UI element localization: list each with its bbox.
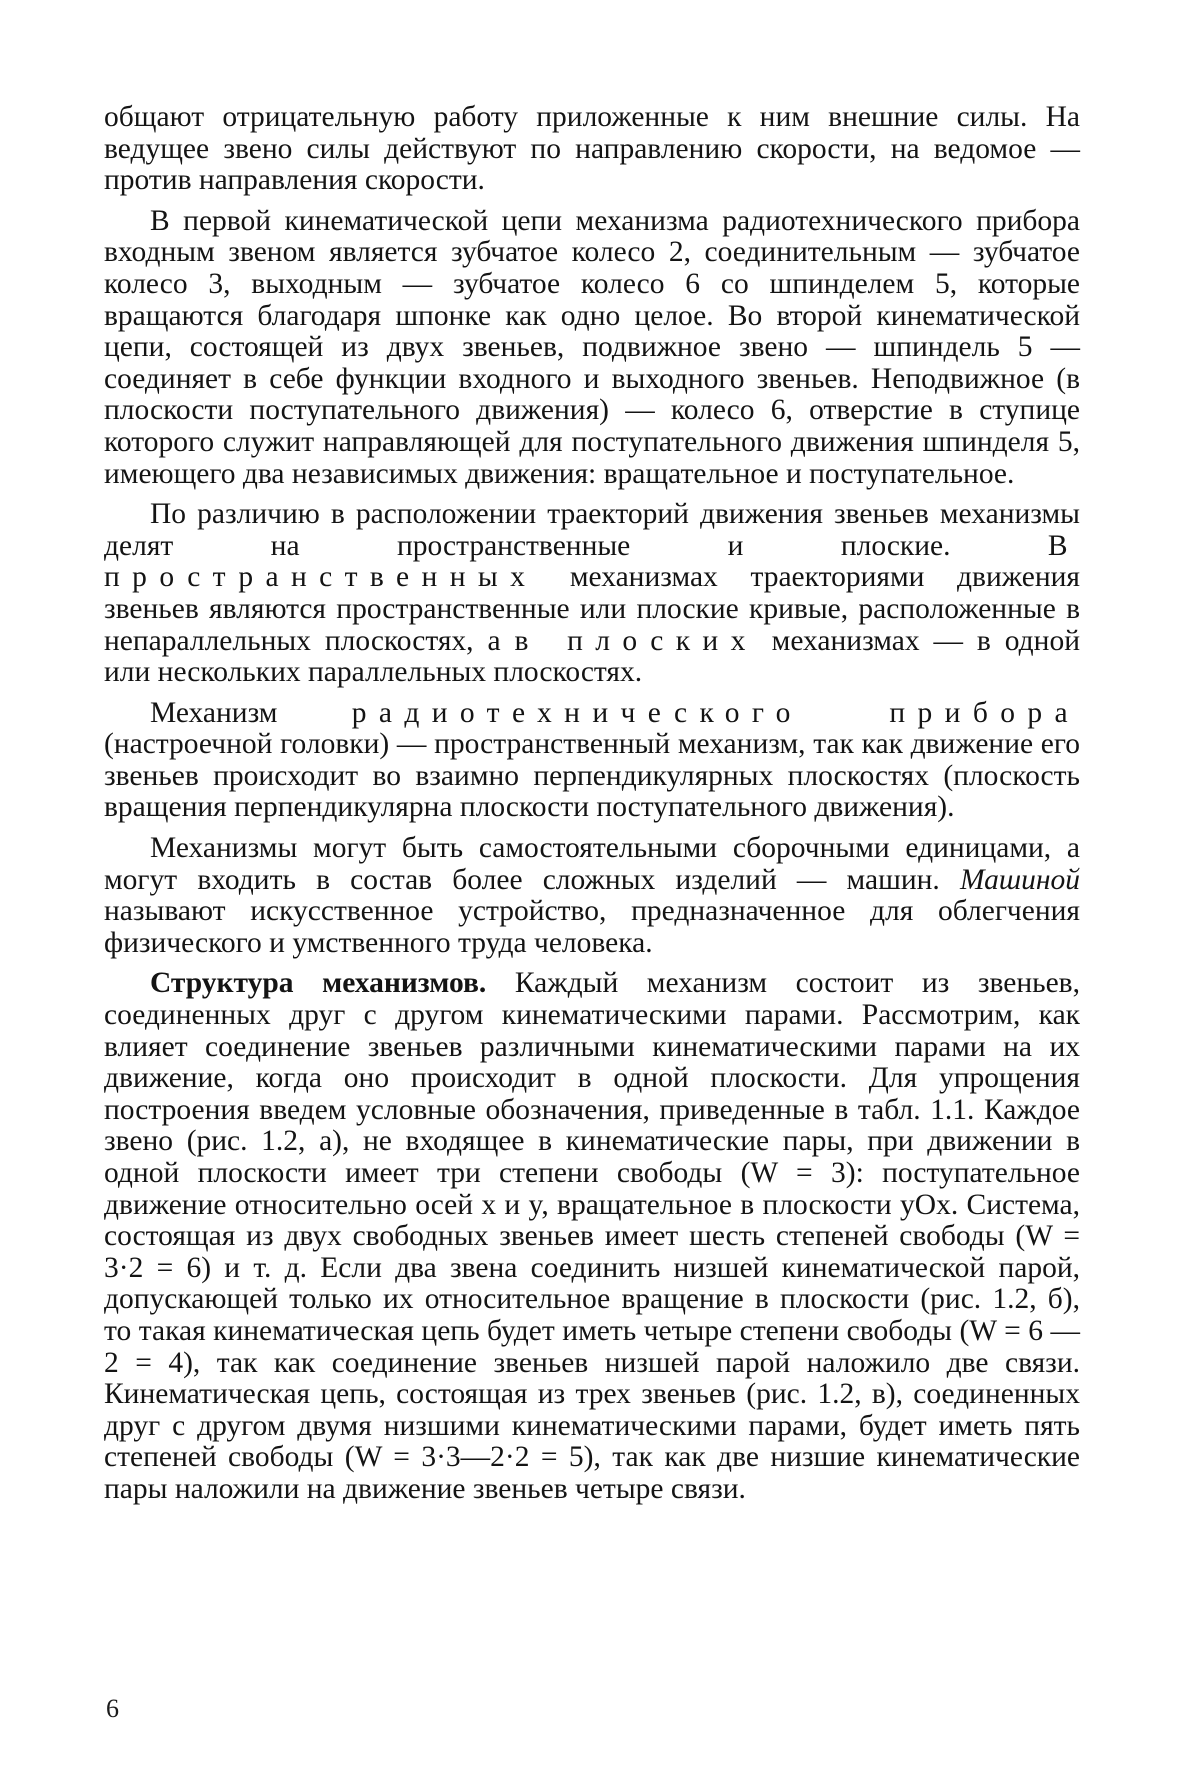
paragraph-4-text-a: Механизм [150, 697, 352, 729]
paragraph-1: общают отрицательную работу приложенные к ним внешние силы. На ведущее звено силы действуют по направлению скорости, на ведомое — против направления скорости. [104, 102, 1080, 197]
italic-term-machine: Машиной [960, 864, 1080, 896]
spaced-term-planar: в плоских [514, 625, 757, 657]
page-number: 6 [106, 1694, 119, 1724]
paragraph-2: В первой кинематической цепи механизма радиотехнического прибора входным звеном является зубчатое колесо 2, соединительным — зубчатое колесо 3, выходным — зубчатое колесо 6 со шпинделем 5, которые вращаются благодаря шпонке как одно целое. Во второй кинематической цепи, состоящей из двух звеньев, подвижное звено — шпиндель 5 — соединяет в себе функции входного и выходного звеньев. Неподвижное (в плоскости поступательного движения) — колесо 6, отверстие в ступице которого служит направляющей для поступательного движения шпинделя 5, имеющего два независимых движения: вращательное и поступательное. [104, 206, 1080, 490]
paragraph-5 [104, 833, 1080, 959]
paragraph-3-text-c: механизмах — в одной или нескольких параллельных плоскостях. [104, 625, 1080, 689]
section-heading-structure: Структура механизмов. [150, 967, 486, 999]
paragraph-5-text-b: называют искусственное устройство, предназначенное для облегчения физического и умственного труда человека. [104, 895, 1080, 959]
paragraph-4 [104, 698, 1080, 824]
paragraph-3-text-b: механизмах траекториями движения звеньев являются пространственные или плоские кривые, расположенные в непараллельных плоскостях, а [104, 561, 1080, 656]
paragraph-5-text-a: Механизмы могут быть самостоятельными сборочными единицами, а могут входить в состав более сложных изделий — машин. [104, 832, 1080, 896]
paragraph-4-text-b: (настроечной головки) — пространственный механизм, так как движение его звеньев происходит во взаимно перпендикулярных плоскостях (плоскость вращения перпендикулярна плоскости поступательного движения). [104, 728, 1080, 823]
spaced-term-radio-device: радиотехнического прибора [352, 697, 1080, 729]
paragraph-3 [104, 499, 1080, 689]
paragraph-3-text-a: По различию в расположении траекторий движения звеньев механизмы делят на пространственные и плоские. [104, 498, 1080, 562]
paragraph-6-text: Каждый механизм состоит из звеньев, соединенных друг с другом кинематическими парами. Рассмотрим, как влияет соединение звеньев различными кинематическими парами на их движение, когда оно происходит в одной плоскости. Для упрощения построения введем условные обозначения, приведенные в табл. 1.1. Каждое звено (рис. 1.2, а), не входящее в кинематические пары, при движении в одной плоскости имеет три степени свободы (W = 3): поступательное движение относительно осей x и y, вращательное в плоскости yOx. Система, состоящая из двух свободных звеньев имеет шесть степеней свободы (W = 3·2 = 6) и т. д. Если два звена соединить низшей кинематической парой, допускающей только их относительное вращение в плоскости (рис. 1.2, б), то такая кинематическая цепь будет иметь четыре степени свободы (W = 6 — 2 = 4), так как соединение звеньев низшей парой наложило две связи. Кинематическая цепь, состоящая из трех звеньев (рис. 1.2, в), соединенных друг с другом двумя низшими кинематическими парами, будет иметь пять степеней свободы (W = 3·3—2·2 = 5), так как две низшие кинематические пары наложили на движение звеньев четыре связи. [104, 967, 1080, 1505]
spaced-term-spatial: В пространственных [104, 530, 1080, 594]
text-column [104, 102, 1080, 1515]
book-page [0, 0, 1200, 1765]
paragraph-6 [104, 968, 1080, 1505]
